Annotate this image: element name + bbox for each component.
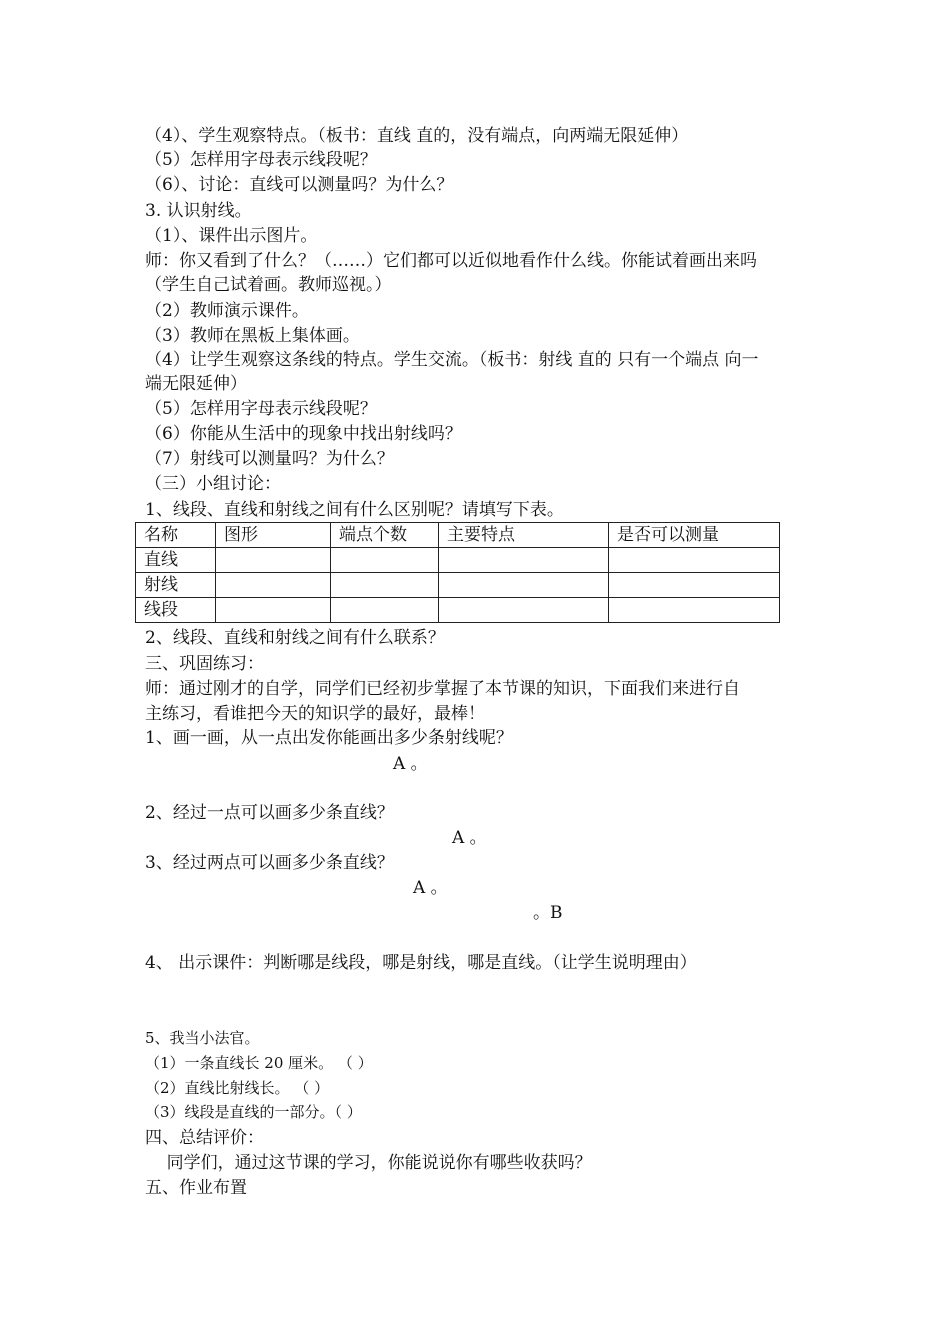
table-cell[interactable]: [439, 573, 609, 598]
exercise-5-title: 5、我当小法官。: [145, 1029, 260, 1047]
table-header-cell: 是否可以测量: [609, 523, 780, 548]
point-b-label: 。B: [533, 903, 563, 923]
point-a-label: A 。: [413, 878, 448, 898]
exercise-3: 3、经过两点可以画多少条直线？: [145, 853, 394, 873]
table-row: [136, 573, 780, 598]
text-line: （4）、学生观察特点。（板书：直线 直的，没有端点，向两端无限延伸）: [145, 126, 689, 146]
table-cell[interactable]: [331, 548, 439, 573]
table-cell: 线段: [136, 598, 216, 623]
point-a-label: A 。: [452, 828, 487, 848]
text-line: 同学们，通过这节课的学习，你能说说你有哪些收获吗？: [145, 1153, 592, 1173]
text-line: （5）怎样用字母表示线段呢？: [145, 399, 377, 419]
section-heading: 三、巩固练习：: [145, 654, 264, 674]
text-line: 2、线段、直线和射线之间有什么联系？: [145, 628, 445, 648]
table-cell[interactable]: [439, 598, 609, 623]
table-header-cell: 名称: [136, 523, 216, 548]
table-cell[interactable]: [439, 548, 609, 573]
text-line: （1）、课件出示图片。: [145, 226, 318, 246]
table-cell[interactable]: [609, 598, 780, 623]
text-line: 师：你又看到了什么？（……）它们都可以近似地看作什么线。你能试着画出来吗: [145, 251, 757, 271]
table-cell[interactable]: [216, 548, 331, 573]
text-line: （4）让学生观察这条线的特点。学生交流。（板书：射线 直的 只有一个端点 向一: [145, 350, 759, 370]
table-cell[interactable]: [331, 598, 439, 623]
table-header-cell: 端点个数: [331, 523, 439, 548]
table-row: [136, 548, 780, 573]
exercise-2: 2、经过一点可以画多少条直线？: [145, 803, 394, 823]
text-line: （学生自己试着画。教师巡视。）: [145, 275, 392, 295]
table-cell[interactable]: [609, 548, 780, 573]
section-heading: 五、作业布置: [145, 1178, 247, 1198]
judge-item: （3）线段是直线的一部分。（ ）: [145, 1103, 362, 1121]
text-line: 端无限延伸）: [145, 374, 247, 394]
text-line: 1、线段、直线和射线之间有什么区别呢？请填写下表。: [145, 500, 564, 520]
exercise-1: 1、画一画，从一点出发你能画出多少条射线呢？: [145, 728, 513, 748]
section-heading: （三）小组讨论：: [145, 474, 281, 494]
text-line: （7）射线可以测量吗？为什么？: [145, 449, 394, 469]
table-cell[interactable]: [216, 573, 331, 598]
judge-item: （1）一条直线长 20 厘米。 （ ）: [145, 1054, 373, 1072]
text-line: （6）你能从生活中的现象中找出射线吗？: [145, 424, 462, 444]
table-header-row: [136, 523, 780, 548]
text-line: 主练习，看谁把今天的知识学的最好，最棒！: [145, 704, 485, 724]
text-line: （5）怎样用字母表示线段呢？: [145, 150, 377, 170]
exercise-4: 4、 出示课件：判断哪是线段，哪是射线，哪是直线。（让学生说明理由）: [145, 953, 697, 973]
point-a-label: A 。: [393, 754, 428, 774]
section-heading: 3. 认识射线。: [145, 201, 252, 221]
table-cell[interactable]: [609, 573, 780, 598]
text-line: （3）教师在黑板上集体画。: [145, 326, 360, 346]
text-line: 师：通过刚才的自学，同学们已经初步掌握了本节课的知识，下面我们来进行自: [145, 679, 740, 699]
table-cell[interactable]: [331, 573, 439, 598]
table-header-cell: 主要特点: [439, 523, 609, 548]
table-cell[interactable]: [216, 598, 331, 623]
table-cell: 直线: [136, 548, 216, 573]
table-row: [136, 598, 780, 623]
text-line: （2）教师演示课件。: [145, 301, 309, 321]
judge-item: （2）直线比射线长。 （ ）: [145, 1079, 330, 1097]
text-line: （6）、讨论：直线可以测量吗？为什么？: [145, 175, 454, 195]
table-header-cell: 图形: [216, 523, 331, 548]
section-heading: 四、总结评价：: [145, 1128, 264, 1148]
comparison-table: [135, 522, 780, 623]
table-cell: 射线: [136, 573, 216, 598]
